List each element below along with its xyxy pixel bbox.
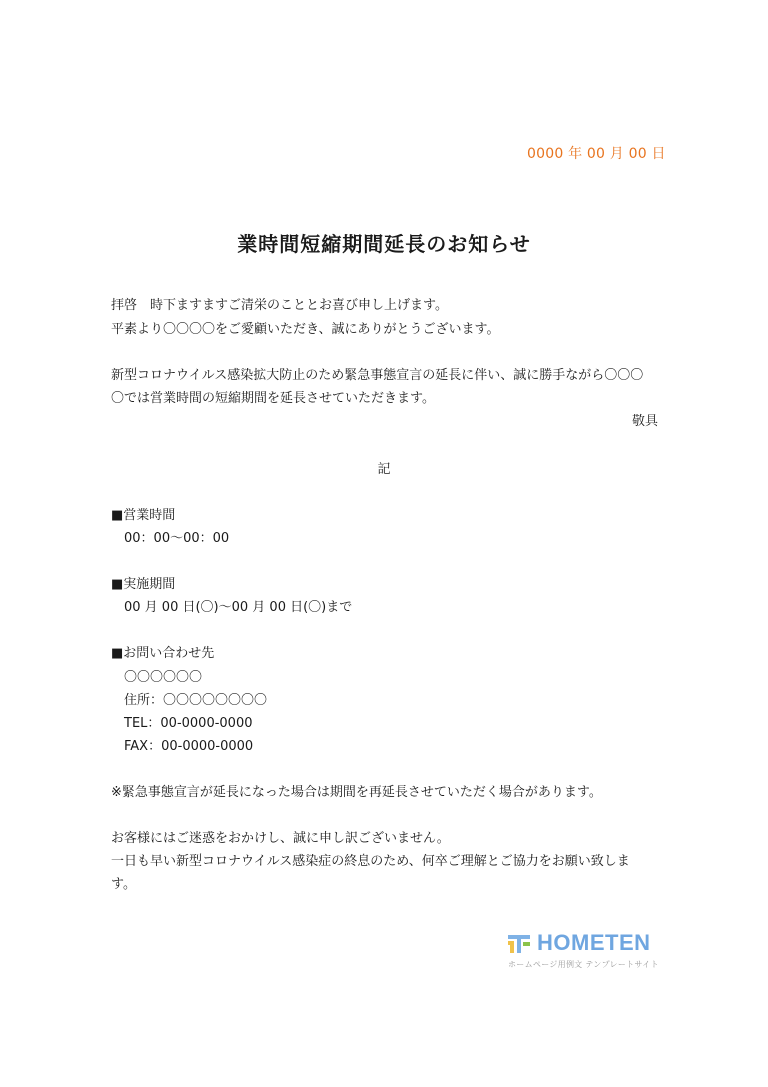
document-title: 業時間短縮期間延長のお知らせ <box>237 232 531 256</box>
notice-line-1: 新型コロナウイルス感染拡大防止のため緊急事態宣言の延長に伴い、誠に勝手ながら〇〇〇 <box>111 368 644 383</box>
contact-fax: FAX：00-0000-0000 <box>124 739 254 754</box>
contact-address: 住所：〇〇〇〇〇〇〇〇 <box>124 693 268 708</box>
notice-line-2: 〇では営業時間の短縮期間を延長させていただきます。 <box>111 391 435 406</box>
greeting-line-1: 拝啓 時下ますますご清栄のこととお喜び申し上げます。 <box>111 298 448 313</box>
logo-text: HOMETEN <box>537 930 651 955</box>
period-value: 00 月 00 日(〇)〜00 月 00 日(〇)まで <box>124 600 353 615</box>
period-heading: ■実施期間 <box>111 577 176 592</box>
closing-keigu: 敬具 <box>631 414 658 429</box>
greeting-line-2: 平素より〇〇〇〇をご愛顧いただき、誠にありがとうございます。 <box>111 322 500 337</box>
document-date: 0000 年 00 月 00 日 <box>527 146 666 162</box>
ki-label: 記 <box>377 462 391 477</box>
closing-line-3: す。 <box>111 877 136 892</box>
hours-heading: ■営業時間 <box>111 508 176 523</box>
hometen-logo <box>506 930 659 970</box>
logo-subtitle: ホームページ用例文 テンプレートサイト <box>508 960 659 969</box>
closing-line-1: お客様にはご迷惑をおかけし、誠に申し訳ございません。 <box>111 831 450 846</box>
extension-note: ※緊急事態宣言が延長になった場合は期間を再延長させていただく場合があります。 <box>111 785 602 800</box>
contact-heading: ■お問い合わせ先 <box>111 646 215 661</box>
contact-tel: TEL：00-0000-0000 <box>124 716 253 731</box>
hours-value: 00：00〜00：00 <box>124 531 230 546</box>
hometen-mark-icon <box>506 933 532 955</box>
closing-line-2: 一日も早い新型コロナウイルス感染症の終息のため、何卒ご理解とご協力をお願い致しま <box>111 854 630 869</box>
contact-name: 〇〇〇〇〇〇 <box>124 670 203 685</box>
